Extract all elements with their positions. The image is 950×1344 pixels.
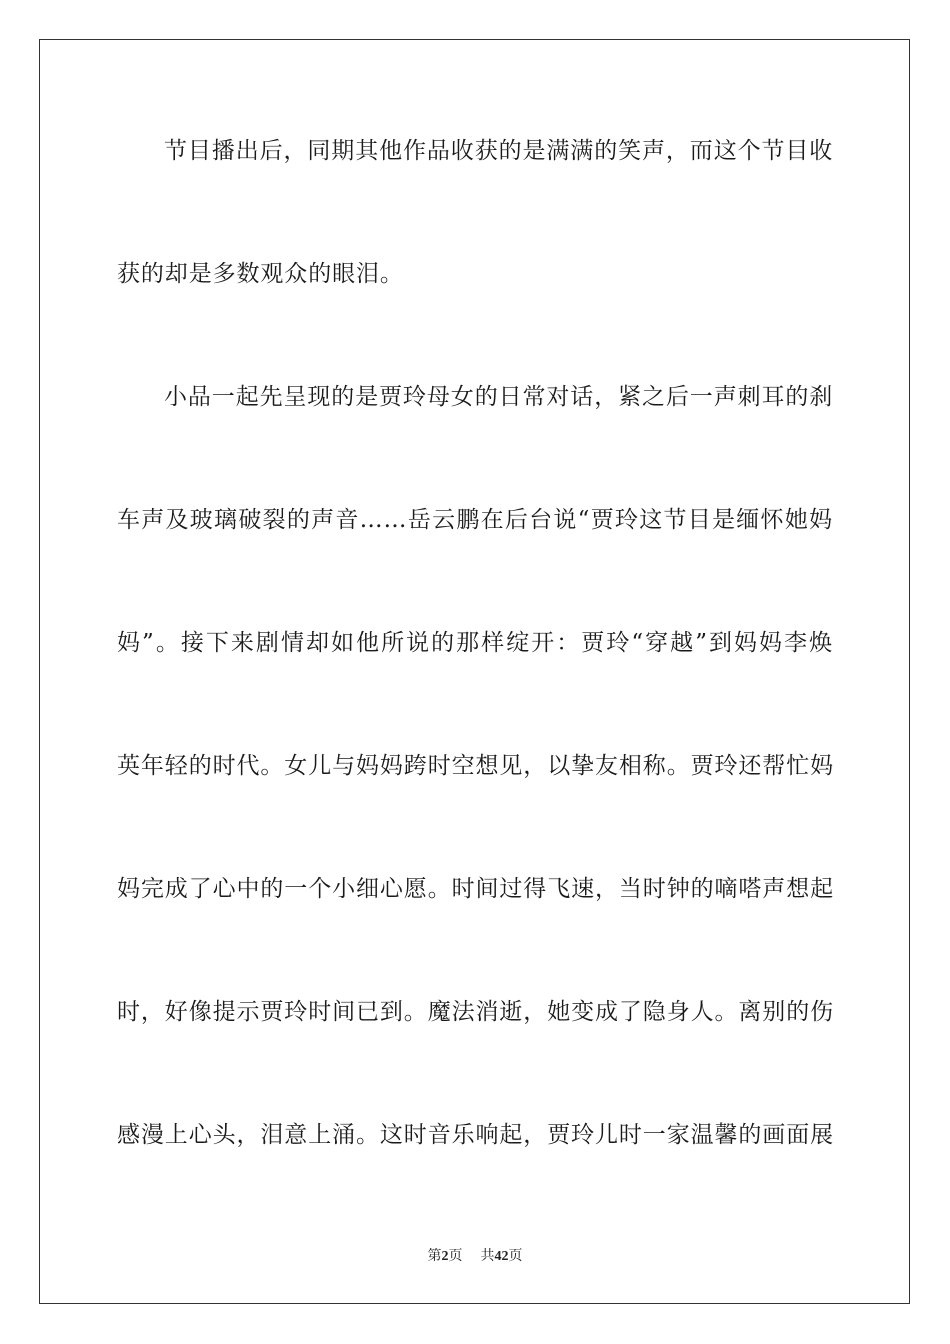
footer-page-suffix: 页	[448, 1248, 463, 1264]
paragraph-2-line-7: 感漫上心头，泪意上涌。这时音乐响起，贾玲儿时一家温馨的画面展	[117, 1122, 834, 1148]
paragraph-2-line-5: 妈完成了心中的一个小细心愿。时间过得飞速，当时钟的嘀嗒声想起	[117, 876, 834, 902]
paragraph-2-line-3: 妈”。接下来剧情却如他所说的那样绽开：贾玲“穿越”到妈妈李焕	[117, 630, 833, 656]
footer-page-prefix: 第	[427, 1248, 442, 1264]
footer-total-prefix: 共	[480, 1248, 495, 1264]
paragraph-1-line-1: 节目播出后，同期其他作品收获的是满满的笑声，而这个节目收	[164, 138, 834, 164]
paragraph-2-line-2: 车声及玻璃破裂的声音……岳云鹏在后台说“贾玲这节目是缅怀她妈	[117, 507, 833, 533]
footer-total-pages: 42	[494, 1249, 509, 1264]
page-border	[39, 39, 910, 1304]
paragraph-2-line-6: 时，好像提示贾玲时间已到。魔法消逝，她变成了隐身人。离别的伤	[117, 999, 834, 1025]
footer-page-number: 2	[441, 1249, 449, 1264]
paragraph-2-line-1: 小品一起先呈现的是贾玲母女的日常对话，紧之后一声刺耳的刹	[164, 384, 834, 410]
footer-total-suffix: 页	[508, 1248, 523, 1264]
paragraph-2-line-4: 英年轻的时代。女儿与妈妈跨时空想见，以挚友相称。贾玲还帮忙妈	[117, 753, 834, 779]
paragraph-1-line-2: 获的却是多数观众的眼泪。	[117, 261, 404, 287]
page-footer	[0, 1247, 950, 1266]
